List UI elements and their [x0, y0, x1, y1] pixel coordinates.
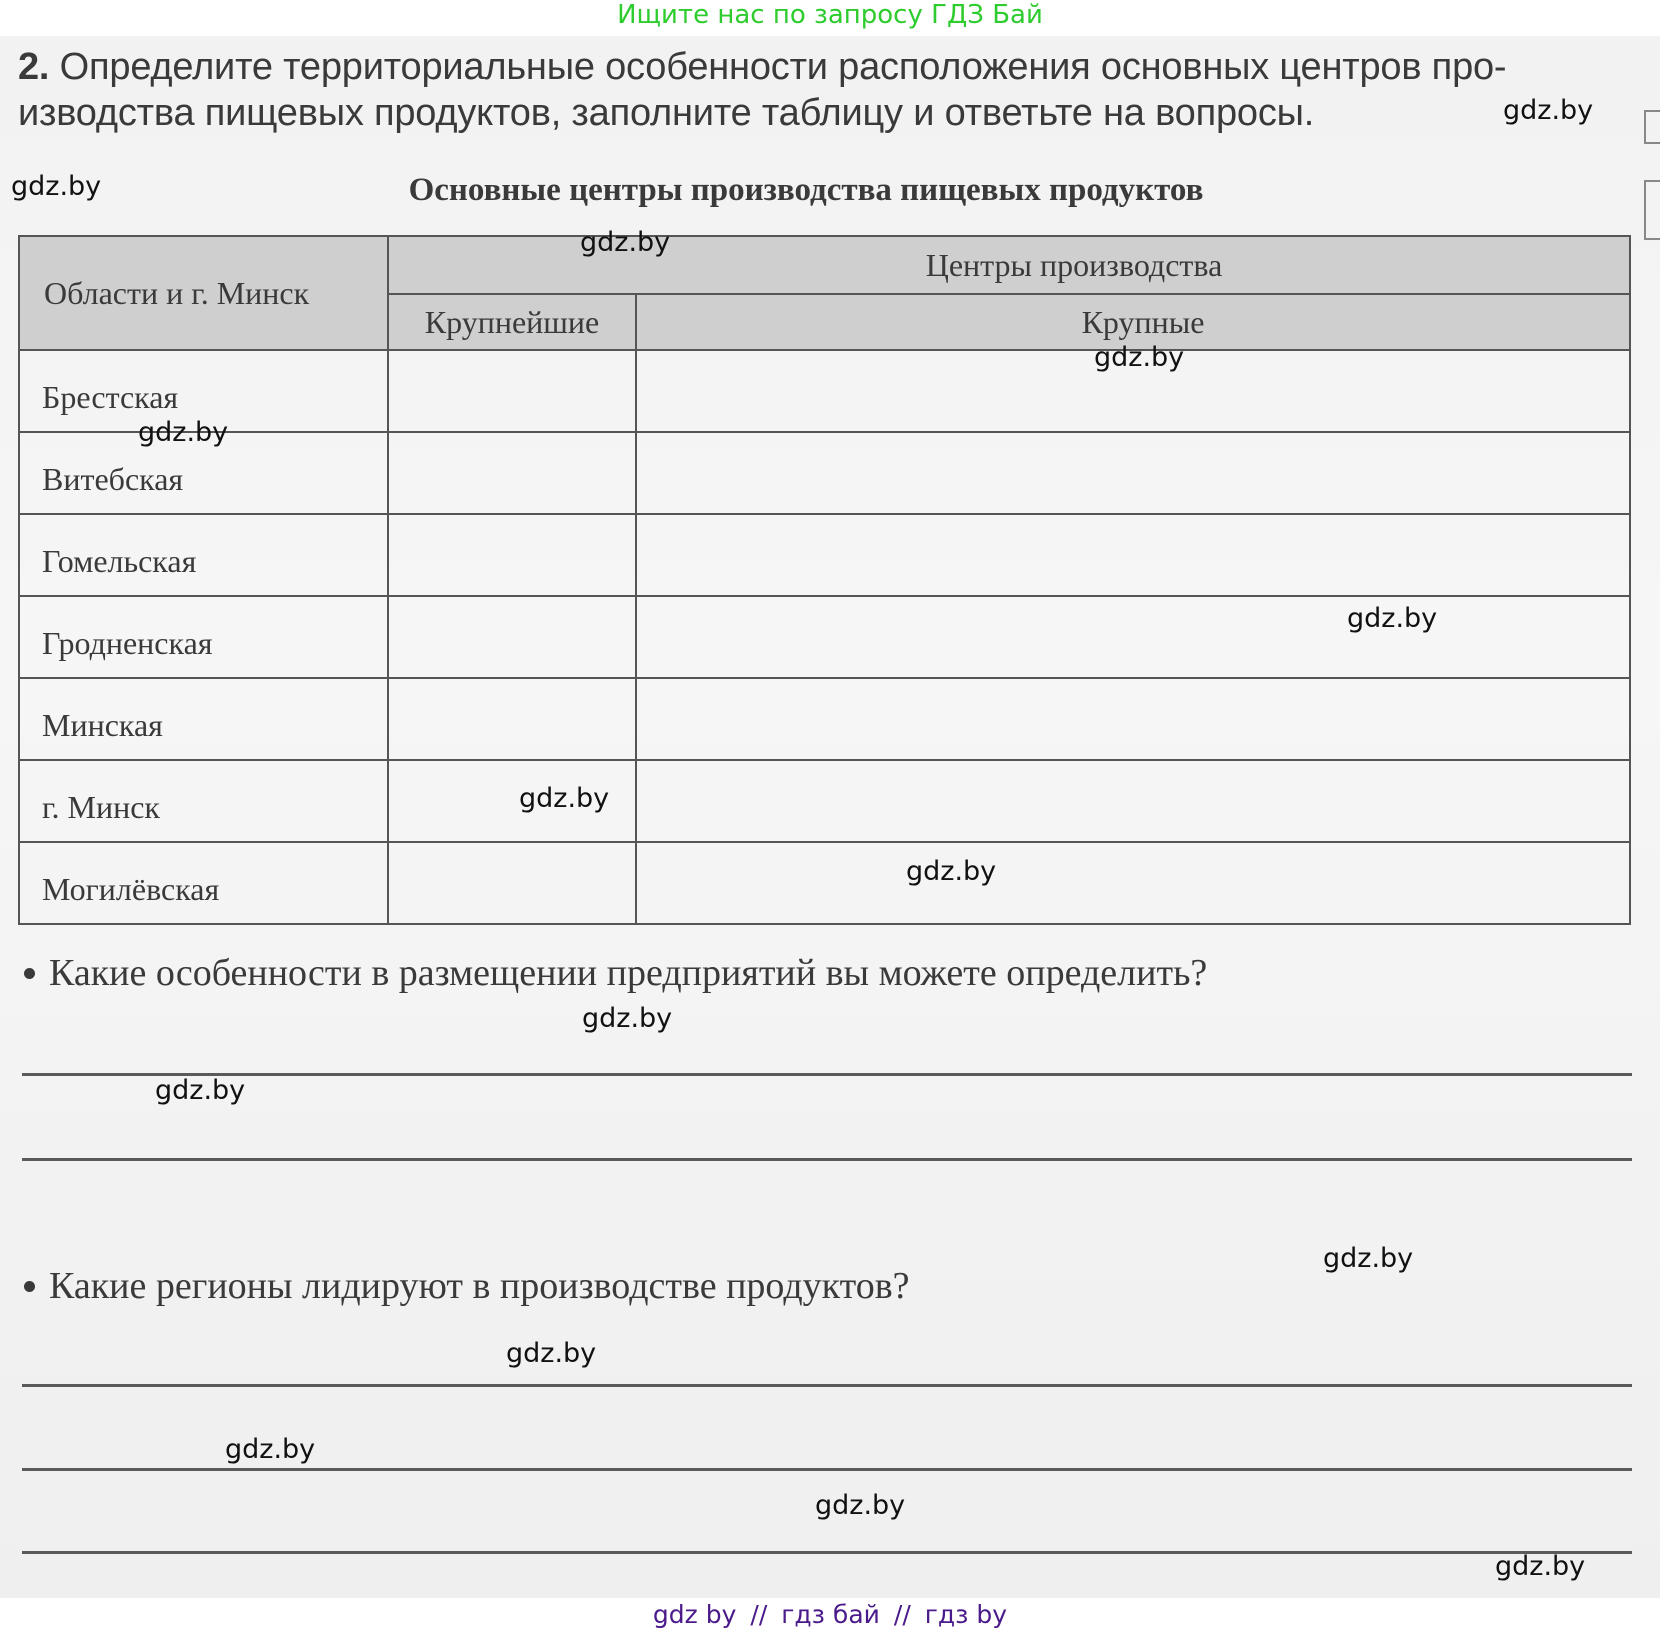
largest-centers-input[interactable]	[388, 842, 636, 924]
table-caption	[0, 170, 1660, 210]
answer-line-q2-1[interactable]	[22, 1384, 1632, 1387]
answer-line-q1-1[interactable]	[22, 1073, 1632, 1076]
largest-centers-input[interactable]	[388, 514, 636, 596]
footer-link-gdz-bai[interactable]: гдз бай	[781, 1600, 880, 1629]
table-row	[19, 432, 1630, 514]
large-centers-input[interactable]	[636, 678, 1630, 760]
large-centers-input[interactable]	[636, 760, 1630, 842]
footer-link-gdz-by-cyr[interactable]: гдз by	[924, 1600, 1008, 1629]
header-large: Крупные	[636, 294, 1630, 350]
task-number: 2.	[18, 46, 50, 88]
watermark: gdz.by	[1495, 1551, 1586, 1582]
task-text-line1: Определите территориальные особенности расположения основных центров про-	[49, 46, 1507, 88]
answer-line-q1-2[interactable]	[22, 1158, 1632, 1161]
largest-centers-input[interactable]	[388, 350, 636, 432]
task-text-line2: изводства пищевых продуктов, заполните таблицу и ответьте на вопросы.	[18, 92, 1315, 134]
region-cell: г. Минск	[19, 760, 388, 842]
search-banner: Ищите нас по запросу ГДЗ Бай	[617, 0, 1043, 30]
header-production-centers: Центры производства	[388, 236, 1630, 294]
watermark: gdz.by	[225, 1434, 316, 1465]
footer-separator: //	[750, 1600, 768, 1629]
footer-separator: //	[893, 1600, 911, 1629]
watermark: gdz.by	[519, 783, 610, 814]
largest-centers-input[interactable]	[388, 678, 636, 760]
answer-line-q2-3[interactable]	[22, 1551, 1632, 1554]
watermark: gdz.by	[1323, 1243, 1414, 1274]
large-centers-input[interactable]	[636, 514, 1630, 596]
region-cell: Витебская	[19, 432, 388, 514]
watermark: gdz.by	[906, 856, 997, 887]
food-production-centers-table	[18, 235, 1631, 925]
answer-line-q2-2[interactable]	[22, 1468, 1632, 1471]
watermark: gdz.by	[582, 1003, 673, 1034]
bullet-icon	[24, 1281, 35, 1292]
watermark: gdz.by	[155, 1075, 246, 1106]
large-centers-input[interactable]	[636, 432, 1630, 514]
watermark: gdz.by	[138, 417, 229, 448]
question-2-text: Какие регионы лидируют в производстве продуктов?	[49, 1265, 910, 1307]
largest-centers-input[interactable]	[388, 432, 636, 514]
bullet-icon	[24, 968, 35, 979]
question-1-text: Какие особенности в размещении предприятий вы можете определить?	[49, 952, 1208, 994]
footer-links	[0, 1600, 1660, 1630]
question-2	[24, 1264, 910, 1308]
region-cell: Гомельская	[19, 514, 388, 596]
watermark: gdz.by	[1503, 95, 1594, 126]
header-largest: Крупнейшие	[388, 294, 636, 350]
region-cell: Могилёвская	[19, 842, 388, 924]
large-centers-input[interactable]	[636, 842, 1630, 924]
watermark: gdz.by	[580, 227, 671, 258]
table-row	[19, 760, 1630, 842]
region-cell: Гродненская	[19, 596, 388, 678]
watermark: gdz.by	[11, 171, 102, 202]
pencil-tab-icon	[1644, 110, 1660, 144]
large-centers-input[interactable]	[636, 596, 1630, 678]
region-cell: Минская	[19, 678, 388, 760]
task-statement	[18, 44, 1638, 136]
region-cell: Брестская	[19, 350, 388, 432]
table-row	[19, 678, 1630, 760]
watermark: gdz.by	[1094, 342, 1185, 373]
watermark: gdz.by	[506, 1338, 597, 1369]
header-regions: Области и г. Минск	[19, 236, 388, 350]
table-row	[19, 842, 1630, 924]
largest-centers-input[interactable]	[388, 596, 636, 678]
watermark: gdz.by	[815, 1490, 906, 1521]
watermark: gdz.by	[1347, 603, 1438, 634]
table-caption-text: Основные центры производства пищевых продуктов	[408, 172, 1204, 208]
footer-link-gdz-by[interactable]: gdz by	[652, 1600, 737, 1629]
table-row	[19, 514, 1630, 596]
question-1	[24, 951, 1207, 995]
table-row	[19, 350, 1630, 432]
